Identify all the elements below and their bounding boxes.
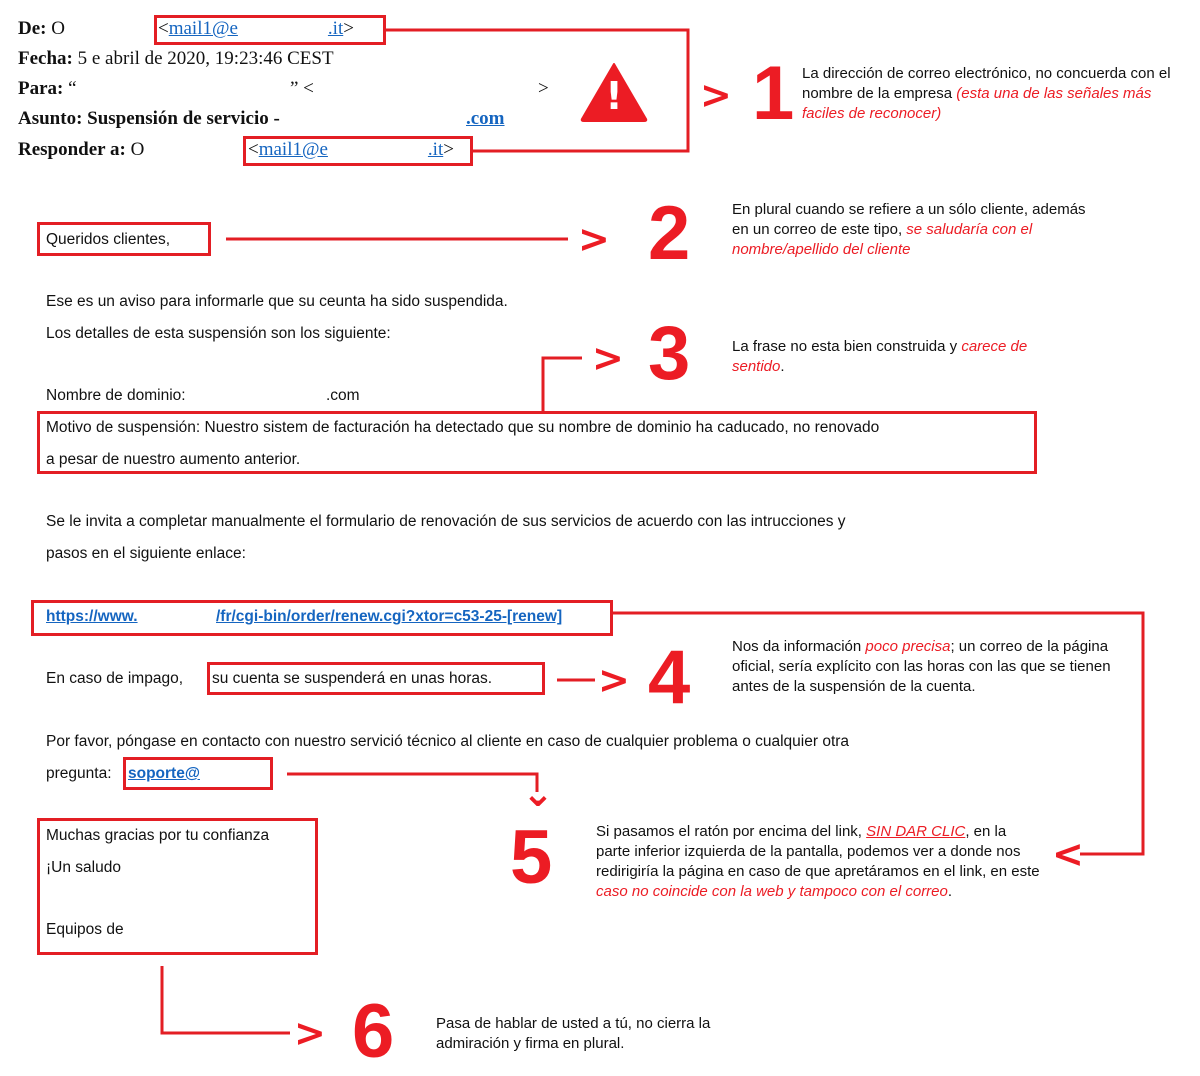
subject-domain-link[interactable]: .com [466, 108, 505, 129]
chevron-4: > [598, 658, 630, 702]
annotation-number-5: 5 [510, 815, 553, 900]
to-close: > [538, 78, 549, 99]
reply-email-open: < [248, 139, 259, 160]
greeting: Queridos clientes, [46, 231, 171, 248]
note-5-a: Si pasamos el ratón por encima del link, [596, 823, 862, 840]
subject-value: Suspensión de servicio - [87, 108, 280, 129]
from-email-user[interactable]: mail1@e [168, 18, 238, 39]
closing-line-3: Equipos de [46, 921, 124, 938]
contact-email-link[interactable]: soporte@ [128, 765, 200, 782]
note-1-red: (esta una de las señales más faciles de reconocer) [802, 85, 1152, 122]
reply-email-close: > [443, 139, 454, 160]
note-5-b: , en la parte inferior izquierda de la pantalla, podemos ver a donde nos redirigiría la página en caso de que apretáramos en el link, en este [596, 823, 1040, 880]
impago-boxed: su cuenta se suspenderá en unas horas. [212, 670, 493, 687]
note-3 [732, 337, 1032, 377]
from-email-close: > [343, 18, 354, 39]
note-3-plain: La frase no esta bien construida y [732, 338, 958, 355]
from-email-tld[interactable]: .it [327, 18, 344, 39]
renew-link-end[interactable]: /fr/cgi-bin/order/renew.cgi?xtor=c53-25-[renew] [216, 608, 563, 625]
note-4-red: poco precisa [865, 638, 951, 655]
invite-line-2: pasos en el siguiente enlace: [46, 545, 246, 562]
note-5-end: . [947, 883, 953, 900]
note-1-plain: La dirección de correo electrónico, no concuerda con el nombre de la empresa [802, 65, 1171, 102]
reply-name: O [130, 139, 145, 160]
date-label: Fecha: [18, 48, 73, 69]
reason-line-2: a pesar de nuestro aumento anterior. [46, 451, 301, 468]
closing-line-2: ¡Un saludo [46, 859, 121, 876]
annotation-number-6: 6 [352, 989, 395, 1074]
note-6: Pasa de hablar de usted a tú, no cierra la admiración y firma en plural. [436, 1015, 711, 1052]
annotation-number-2: 2 [648, 191, 691, 276]
note-4-a: Nos da información [732, 638, 862, 655]
note-1 [802, 64, 1192, 124]
reply-email-user[interactable]: mail1@e [258, 139, 328, 160]
impago-prefix: En caso de impago, [46, 670, 184, 687]
contact-line-1: Por favor, póngase en contacto con nuestro servició técnico al cliente en caso de cualquier problema o cualquier otra [46, 733, 850, 750]
body-line-1: Ese es un aviso para informarle que su ceunta ha sido suspendida. [46, 293, 508, 310]
connector-6 [162, 966, 290, 1033]
domain-value: .com [326, 387, 360, 404]
reply-email-tld[interactable]: .it [427, 139, 444, 160]
note-3-end: . [780, 358, 785, 375]
reason-line-1: Motivo de suspensión: Nuestro sistem de facturación ha detectado que su nombre de dominio ha caducado, no renovado [46, 419, 880, 436]
note-5 [596, 822, 1044, 902]
to-open: “ [68, 78, 77, 99]
note-5-red-1: SIN DAR CLIC [866, 823, 966, 840]
annotation-number-4: 4 [648, 635, 691, 720]
to-mid: ” < [290, 78, 314, 99]
chevron-2: > [578, 217, 610, 261]
subject-label: Asunto: [18, 108, 83, 129]
note-2-red: se saludaría con el nombre/apellido del cliente [732, 221, 1033, 258]
connector-3 [543, 358, 582, 411]
chevron-down-icon: ⌄ [522, 771, 554, 815]
invite-line-1: Se le invita a completar manualmente el formulario de renovación de sus servicios de acuerdo con las intrucciones y [46, 513, 846, 530]
to-label: Para: [18, 78, 64, 99]
domain-label: Nombre de dominio: [46, 387, 186, 404]
chevron-left-icon: < [1052, 832, 1084, 876]
renew-link-start[interactable]: https://www. [46, 608, 138, 625]
from-email-open: < [158, 18, 169, 39]
warning-mark: ! [605, 74, 623, 118]
chevron-3: > [592, 336, 624, 380]
note-2 [732, 200, 1104, 260]
warning-triangle-icon [580, 62, 648, 122]
chevron-1: > [700, 73, 732, 117]
reply-label: Responder a: [18, 139, 126, 160]
annotation-number-3: 3 [648, 311, 691, 396]
chevron-6: > [294, 1011, 326, 1055]
date-value: 5 e abril de 2020, 19:23:46 CEST [77, 48, 334, 69]
annotation-number-1: 1 [752, 51, 795, 136]
closing-line-1: Muchas gracias por tu confianza [46, 827, 270, 844]
note-4-b: ; un correo de la página oficial, sería explícito con las horas con las que se tienen antes de la suspensión de la cuenta. [732, 638, 1111, 695]
note-5-red-2: caso no coincide con la web y tampoco con el correo [596, 883, 948, 900]
note-3-red: carece de sentido [732, 338, 1028, 375]
note-4 [732, 637, 1124, 697]
from-label: De: [18, 18, 47, 39]
connector-5a [287, 774, 537, 792]
from-name: O [51, 18, 65, 39]
note-2-plain: En plural cuando se refiere a un sólo cliente, además en un correo de este tipo, [732, 201, 1086, 238]
body-line-2: Los detalles de esta suspensión son los siguiente: [46, 325, 391, 342]
contact-prefix: pregunta: [46, 765, 112, 782]
